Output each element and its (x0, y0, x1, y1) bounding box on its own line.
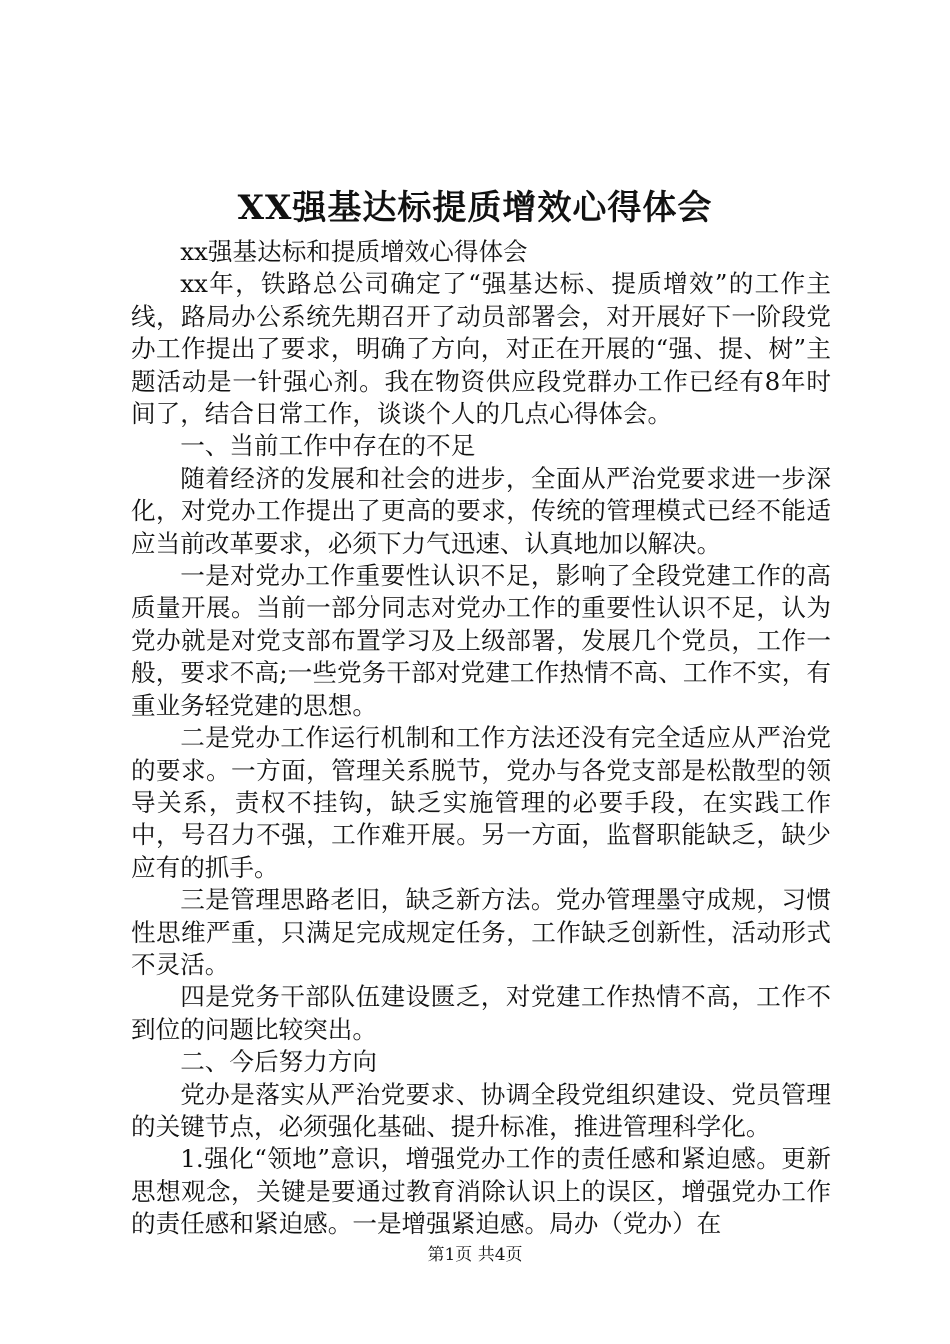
paragraph: 二是党办工作运行机制和工作方法还没有完全适应从严治党的要求。一方面，管理关系脱节，党办与各党支部是松散型的领导关系，责权不挂钩，缺乏实施管理的必要手段，在实践工作中，号召力不强，工作难开展。另一方面，监督职能缺乏，缺少应有的抓手。 (131, 723, 831, 882)
section-heading-1: 一、当前工作中存在的不足 (180, 431, 476, 461)
paragraph: 1.强化“领地”意识，增强党办工作的责任感和紧迫感。更新思想观念，关键是要通过教育消除认识上的误区，增强党办工作的责任感和紧迫感。一是增强紧迫感。局办（党办）在 (131, 1144, 831, 1239)
paragraph-subtitle: xx强基达标和提质增效心得体会 (180, 237, 528, 266)
page-number-footer: 第1页 共4页 (427, 1245, 523, 1265)
paragraph: 党办是落实从严治党要求、协调全段党组织建设、党员管理的关键节点，必须强化基础、提升标准，推进管理科学化。 (131, 1079, 831, 1141)
paragraph: 四是党务干部队伍建设匮乏，对党建工作热情不高，工作不到位的问题比较突出。 (131, 982, 831, 1044)
document-title: XX强基达标提质增效心得体会 (237, 188, 713, 228)
paragraph: 一是对党办工作重要性认识不足，影响了全段党建工作的高质量开展。当前一部分同志对党办工作的重要性认识不足，认为党办就是对党支部布置学习及上级部署，发展几个党员，工作一般，要求不高;一些党务干部对党建工作热情不高、工作不实，有重业务轻党建的思想。 (131, 561, 831, 720)
document-body (131, 236, 831, 1241)
section-heading-2: 二、今后努力方向 (180, 1047, 377, 1077)
paragraph: 三是管理思路老旧，缺乏新方法。党办管理墨守成规，习惯性思维严重，只满足完成规定任务，工作缺乏创新性，活动形式不灵活。 (131, 885, 831, 979)
paragraph-intro: xx年，铁路总公司确定了“强基达标、提质增效”的工作主线，路局办公系统先期召开了动员部署会，对开展好下一阶段党办工作提出了要求，明确了方向，对正在开展的“强、提、树”主题活动是一针强心剂。我在物资供应段党群办工作已经有8年时间了，结合日常工作，谈谈个人的几点心得体会。 (131, 269, 831, 429)
paragraph: 随着经济的发展和社会的进步，全面从严治党要求进一步深化，对党办工作提出了更高的要求，传统的管理模式已经不能适应当前改革要求，必须下力气迅速、认真地加以解决。 (131, 463, 831, 558)
